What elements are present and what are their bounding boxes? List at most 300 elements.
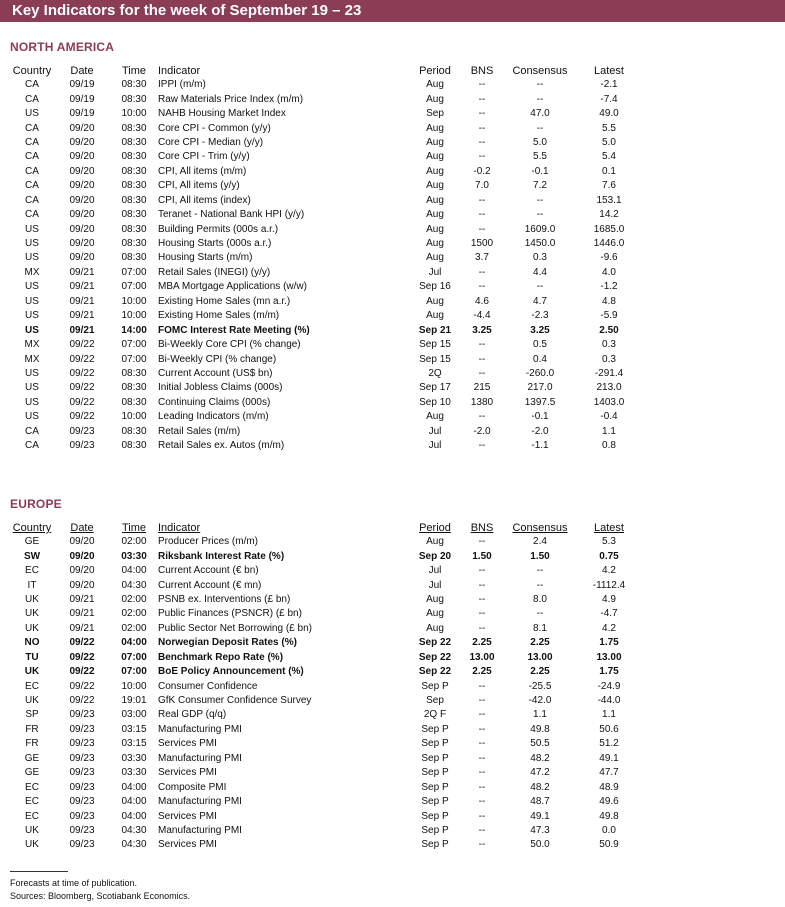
- cell-date: 09/20: [69, 136, 95, 148]
- cell-country: UK: [25, 695, 39, 707]
- cell-country: UK: [25, 622, 39, 634]
- cell-indicator: Norwegian Deposit Rates (%): [158, 637, 297, 649]
- cell-indicator: Current Account (US$ bn): [158, 367, 273, 379]
- cell-latest: 4.8: [602, 295, 616, 307]
- table-row: [10, 737, 642, 751]
- cell-date: 09/23: [69, 425, 95, 437]
- cell-indicator: Bi-Weekly Core CPI (% change): [158, 339, 301, 351]
- col-header-date: Date: [70, 65, 94, 77]
- cell-period: Aug: [426, 622, 444, 634]
- cell-date: 09/23: [69, 839, 95, 851]
- footnote-divider: [10, 871, 68, 872]
- cell-period: Aug: [426, 238, 444, 250]
- cell-time: 10:00: [121, 295, 147, 307]
- cell-latest: -44.0: [597, 695, 621, 707]
- cell-indicator: Existing Home Sales (mn a.r.): [158, 295, 291, 307]
- cell-period: Sep P: [421, 839, 449, 851]
- cell-consensus: 4.4: [533, 266, 547, 278]
- cell-period: 2Q F: [423, 709, 447, 721]
- cell-latest: 1403.0: [593, 396, 625, 408]
- cell-country: CA: [25, 165, 39, 177]
- cell-time: 03:30: [121, 752, 147, 764]
- cell-bns: 4.6: [475, 295, 489, 307]
- cell-consensus: 0.5: [533, 339, 547, 351]
- cell-period: Aug: [426, 122, 444, 134]
- cell-consensus: 49.1: [530, 810, 550, 822]
- cell-consensus: 8.1: [533, 622, 547, 634]
- cell-latest: -9.6: [600, 252, 618, 264]
- cell-date: 09/19: [69, 108, 95, 120]
- cell-indicator: Leading Indicators (m/m): [158, 411, 269, 423]
- cell-time: 08:30: [121, 382, 147, 394]
- cell-period: Aug: [426, 223, 444, 235]
- cell-bns: --: [478, 122, 486, 134]
- cell-indicator: Housing Starts (m/m): [158, 252, 253, 264]
- cell-bns: --: [478, 709, 486, 721]
- cell-country: CA: [25, 151, 39, 163]
- cell-latest: 1.75: [599, 637, 619, 649]
- table-row: [10, 651, 642, 665]
- cell-consensus: -1.1: [531, 440, 549, 452]
- cell-indicator: Raw Materials Price Index (m/m): [158, 93, 304, 105]
- cell-indicator: Retail Sales (INEGI) (y/y): [158, 266, 271, 278]
- cell-country: US: [25, 108, 39, 120]
- table-row: [10, 266, 642, 280]
- table-row: [10, 694, 642, 708]
- cell-latest: 4.2: [602, 622, 616, 634]
- table-row: [10, 208, 642, 222]
- cell-bns: --: [478, 752, 486, 764]
- cell-country: CA: [25, 209, 39, 221]
- cell-date: 09/20: [69, 579, 95, 591]
- cell-country: EC: [25, 781, 39, 793]
- cell-period: Jul: [428, 440, 442, 452]
- cell-bns: 2.25: [472, 637, 492, 649]
- cell-indicator: Initial Jobless Claims (000s): [158, 382, 283, 394]
- cell-latest: 48.9: [599, 781, 619, 793]
- cell-date: 09/22: [69, 339, 95, 351]
- cell-date: 09/22: [69, 382, 95, 394]
- cell-bns: --: [478, 767, 486, 779]
- cell-consensus: -2.0: [531, 425, 549, 437]
- table-row: [10, 636, 642, 650]
- north-america-table: [10, 64, 642, 453]
- cell-consensus: 1.50: [530, 550, 550, 562]
- cell-date: 09/21: [69, 324, 95, 336]
- cell-time: 04:00: [121, 796, 147, 808]
- cell-period: Jul: [428, 425, 442, 437]
- cell-date: 09/22: [69, 396, 95, 408]
- cell-bns: --: [478, 281, 486, 293]
- cell-time: 19:01: [121, 695, 147, 707]
- col-header-time: Time: [121, 522, 147, 534]
- cell-latest: -291.4: [594, 367, 624, 379]
- cell-period: Sep 20: [418, 550, 452, 562]
- europe-table: [10, 521, 642, 853]
- cell-indicator: GfK Consumer Confidence Survey: [158, 695, 312, 707]
- cell-consensus: 49.8: [530, 723, 550, 735]
- cell-consensus: --: [536, 122, 544, 134]
- cell-consensus: 0.3: [533, 252, 547, 264]
- cell-latest: -1112.4: [592, 579, 626, 591]
- cell-period: Aug: [426, 93, 444, 105]
- cell-date: 09/21: [69, 310, 95, 322]
- cell-bns: --: [478, 622, 486, 634]
- cell-bns: --: [478, 536, 486, 548]
- cell-bns: 1500: [470, 238, 494, 250]
- cell-country: CA: [25, 122, 39, 134]
- cell-time: 07:00: [121, 281, 147, 293]
- cell-indicator: IPPI (m/m): [158, 79, 206, 91]
- cell-indicator: Riksbank Interest Rate (%): [158, 550, 285, 562]
- cell-indicator: Core CPI - Trim (y/y): [158, 151, 250, 163]
- col-header-consensus: Consensus: [512, 65, 568, 77]
- table-row: [10, 136, 642, 150]
- cell-indicator: Services PMI: [158, 839, 217, 851]
- cell-latest: 0.3: [602, 353, 616, 365]
- cell-latest: 13.00: [596, 651, 622, 663]
- table-row: [10, 396, 642, 410]
- cell-latest: 49.8: [599, 810, 619, 822]
- col-header-indicator: Indicator: [158, 522, 201, 534]
- cell-latest: 1.1: [602, 425, 616, 437]
- cell-time: 03:15: [121, 723, 147, 735]
- col-header-period: Period: [419, 65, 451, 77]
- cell-country: US: [25, 295, 39, 307]
- table-row: [10, 766, 642, 780]
- table-row: [10, 824, 642, 838]
- cell-latest: 4.9: [602, 593, 616, 605]
- cell-country: FR: [25, 723, 39, 735]
- cell-consensus: 2.25: [530, 637, 550, 649]
- cell-date: 09/22: [69, 666, 95, 678]
- cell-country: US: [25, 281, 39, 293]
- cell-consensus: --: [536, 194, 544, 206]
- cell-indicator: Producer Prices (m/m): [158, 536, 259, 548]
- cell-period: Jul: [428, 266, 442, 278]
- cell-time: 07:00: [121, 651, 147, 663]
- table-row: [10, 410, 642, 424]
- cell-indicator: FOMC Interest Rate Meeting (%): [158, 324, 310, 336]
- cell-time: 02:00: [121, 608, 147, 620]
- cell-country: MX: [24, 339, 40, 351]
- cell-indicator: Retail Sales ex. Autos (m/m): [158, 440, 285, 452]
- cell-country: GE: [24, 767, 40, 779]
- cell-consensus: 0.4: [533, 353, 547, 365]
- table-header-row: [10, 64, 642, 78]
- cell-time: 08:30: [121, 425, 147, 437]
- cell-period: Sep P: [421, 723, 449, 735]
- cell-period: Sep P: [421, 810, 449, 822]
- cell-date: 09/19: [69, 93, 95, 105]
- cell-time: 03:30: [121, 550, 147, 562]
- cell-period: Aug: [426, 593, 444, 605]
- cell-latest: -24.9: [597, 680, 621, 692]
- cell-date: 09/20: [69, 165, 95, 177]
- cell-bns: 2.25: [472, 666, 492, 678]
- cell-country: EC: [25, 565, 39, 577]
- cell-period: Aug: [426, 295, 444, 307]
- col-header-bns: BNS: [470, 65, 494, 77]
- cell-indicator: Continuing Claims (000s): [158, 396, 271, 408]
- table-row: [10, 381, 642, 395]
- cell-indicator: BoE Policy Announcement (%): [158, 666, 304, 678]
- cell-latest: 49.1: [599, 752, 619, 764]
- cell-consensus: 47.0: [530, 108, 550, 120]
- cell-date: 09/23: [69, 810, 95, 822]
- cell-latest: 14.2: [599, 209, 619, 221]
- col-header-indicator: Indicator: [158, 65, 201, 77]
- cell-indicator: Current Account (€ bn): [158, 565, 259, 577]
- cell-time: 08:30: [121, 238, 147, 250]
- cell-period: Aug: [426, 209, 444, 221]
- table-row: [10, 809, 642, 823]
- table-row: [10, 679, 642, 693]
- cell-bns: --: [478, 411, 486, 423]
- cell-period: 2Q: [428, 367, 442, 379]
- cell-country: EC: [25, 810, 39, 822]
- cell-bns: --: [478, 579, 486, 591]
- cell-period: Aug: [426, 151, 444, 163]
- cell-country: CA: [25, 194, 39, 206]
- cell-consensus: --: [536, 608, 544, 620]
- cell-period: Aug: [426, 165, 444, 177]
- table-row: [10, 92, 642, 106]
- section-title-europe: EUROPE: [10, 497, 62, 511]
- cell-time: 10:00: [121, 411, 147, 423]
- cell-consensus: 2.4: [533, 536, 547, 548]
- cell-consensus: --: [536, 281, 544, 293]
- cell-period: Sep P: [421, 680, 449, 692]
- cell-latest: -1.2: [600, 281, 618, 293]
- cell-consensus: 50.0: [530, 839, 550, 851]
- cell-country: SW: [23, 550, 41, 562]
- cell-period: Sep 22: [418, 651, 452, 663]
- cell-indicator: Existing Home Sales (m/m): [158, 310, 280, 322]
- cell-time: 10:00: [121, 310, 147, 322]
- cell-bns: --: [478, 824, 486, 836]
- cell-time: 04:30: [121, 579, 147, 591]
- cell-bns: 215: [473, 382, 491, 394]
- cell-time: 02:00: [121, 593, 147, 605]
- cell-period: Aug: [426, 252, 444, 264]
- cell-latest: 0.3: [602, 339, 616, 351]
- cell-date: 09/23: [69, 752, 95, 764]
- cell-period: Sep: [426, 695, 444, 707]
- cell-date: 09/20: [69, 252, 95, 264]
- cell-period: Sep P: [421, 738, 449, 750]
- cell-time: 08:30: [121, 223, 147, 235]
- table-row: [10, 338, 642, 352]
- cell-bns: --: [478, 796, 486, 808]
- cell-date: 09/23: [69, 781, 95, 793]
- cell-indicator: Core CPI - Common (y/y): [158, 122, 271, 134]
- cell-indicator: Building Permits (000s a.r.): [158, 223, 279, 235]
- cell-indicator: Public Finances (PSNCR) (£ bn): [158, 608, 302, 620]
- cell-country: US: [25, 238, 39, 250]
- cell-time: 08:30: [121, 367, 147, 379]
- cell-latest: 50.9: [599, 839, 619, 851]
- cell-latest: 0.8: [602, 440, 616, 452]
- cell-time: 07:00: [121, 339, 147, 351]
- cell-date: 09/21: [69, 608, 95, 620]
- table-row: [10, 309, 642, 323]
- cell-bns: 3.25: [472, 324, 492, 336]
- cell-bns: --: [478, 839, 486, 851]
- cell-bns: --: [478, 723, 486, 735]
- cell-country: FR: [25, 738, 39, 750]
- table-row: [10, 780, 642, 794]
- cell-indicator: Current Account (€ mn): [158, 579, 262, 591]
- cell-country: GE: [24, 752, 40, 764]
- table-row: [10, 237, 642, 251]
- cell-latest: 4.0: [602, 266, 616, 278]
- table-row: [10, 752, 642, 766]
- cell-country: UK: [25, 593, 39, 605]
- cell-consensus: -2.3: [531, 310, 549, 322]
- cell-consensus: 48.7: [530, 796, 550, 808]
- cell-bns: --: [478, 367, 486, 379]
- cell-bns: --: [478, 266, 486, 278]
- cell-country: TU: [25, 651, 39, 663]
- cell-bns: --: [478, 353, 486, 365]
- cell-time: 08:30: [121, 180, 147, 192]
- cell-time: 02:00: [121, 536, 147, 548]
- cell-latest: 153.1: [596, 194, 622, 206]
- cell-time: 07:00: [121, 666, 147, 678]
- cell-country: US: [25, 252, 39, 264]
- cell-date: 09/20: [69, 238, 95, 250]
- table-row: [10, 425, 642, 439]
- cell-country: CA: [25, 79, 39, 91]
- table-row: [10, 439, 642, 453]
- cell-time: 08:30: [121, 122, 147, 134]
- page-title: Key Indicators for the week of September 19 – 23: [0, 0, 785, 22]
- col-header-bns: BNS: [470, 522, 494, 534]
- cell-date: 09/20: [69, 122, 95, 134]
- cell-time: 04:30: [121, 824, 147, 836]
- cell-bns: --: [478, 695, 486, 707]
- cell-date: 09/19: [69, 79, 95, 91]
- cell-bns: 7.0: [475, 180, 489, 192]
- cell-consensus: --: [536, 93, 544, 105]
- cell-country: CA: [25, 180, 39, 192]
- cell-time: 08:30: [121, 252, 147, 264]
- cell-period: Sep 16: [419, 281, 451, 293]
- cell-indicator: Composite PMI: [158, 781, 227, 793]
- cell-indicator: CPI, All items (m/m): [158, 165, 247, 177]
- cell-bns: --: [478, 440, 486, 452]
- cell-date: 09/20: [69, 209, 95, 221]
- table-row: [10, 622, 642, 636]
- cell-bns: --: [478, 565, 486, 577]
- cell-time: 08:30: [121, 396, 147, 408]
- cell-latest: 1.75: [599, 666, 619, 678]
- footnote-forecasts: Forecasts at time of publication.: [10, 878, 138, 888]
- col-header-latest: Latest: [594, 522, 624, 534]
- table-row: [10, 838, 642, 852]
- cell-time: 02:00: [121, 622, 147, 634]
- cell-indicator: Manufacturing PMI: [158, 824, 242, 836]
- cell-indicator: PSNB ex. Interventions (£ bn): [158, 593, 291, 605]
- cell-latest: -5.9: [600, 310, 618, 322]
- cell-bns: -4.4: [473, 310, 491, 322]
- cell-country: US: [25, 411, 39, 423]
- cell-time: 04:00: [121, 637, 147, 649]
- col-header-country: Country: [12, 65, 52, 77]
- cell-country: US: [25, 223, 39, 235]
- cell-period: Sep 15: [419, 353, 451, 365]
- cell-latest: 49.0: [599, 108, 619, 120]
- cell-date: 09/22: [69, 411, 95, 423]
- cell-date: 09/21: [69, 295, 95, 307]
- cell-time: 10:00: [121, 680, 147, 692]
- cell-country: CA: [25, 93, 39, 105]
- cell-date: 09/23: [69, 824, 95, 836]
- table-row: [10, 578, 642, 592]
- cell-period: Sep P: [421, 796, 449, 808]
- table-header-row: [10, 521, 642, 535]
- cell-country: US: [25, 310, 39, 322]
- cell-country: UK: [25, 608, 39, 620]
- cell-consensus: 217.0: [527, 382, 553, 394]
- cell-period: Aug: [426, 310, 444, 322]
- cell-bns: --: [478, 136, 486, 148]
- cell-date: 09/20: [69, 223, 95, 235]
- cell-period: Sep 15: [419, 339, 451, 351]
- cell-indicator: CPI, All items (y/y): [158, 180, 240, 192]
- cell-date: 09/20: [69, 194, 95, 206]
- cell-bns: --: [478, 79, 486, 91]
- cell-date: 09/22: [69, 637, 95, 649]
- cell-time: 08:30: [121, 440, 147, 452]
- table-row: [10, 795, 642, 809]
- cell-consensus: -25.5: [528, 680, 552, 692]
- cell-bns: --: [478, 93, 486, 105]
- cell-country: EC: [25, 796, 39, 808]
- cell-time: 08:30: [121, 165, 147, 177]
- cell-time: 07:00: [121, 353, 147, 365]
- cell-country: MX: [24, 353, 40, 365]
- cell-date: 09/23: [69, 796, 95, 808]
- cell-consensus: 8.0: [533, 593, 547, 605]
- cell-period: Sep 17: [419, 382, 451, 394]
- cell-date: 09/22: [69, 651, 95, 663]
- cell-period: Jul: [428, 579, 442, 591]
- table-row: [10, 107, 642, 121]
- cell-country: CA: [25, 425, 39, 437]
- cell-date: 09/21: [69, 622, 95, 634]
- section-title-north-america: NORTH AMERICA: [10, 40, 115, 54]
- cell-latest: -0.4: [600, 411, 618, 423]
- table-row: [10, 295, 642, 309]
- cell-consensus: 48.2: [530, 752, 550, 764]
- cell-period: Aug: [426, 136, 444, 148]
- cell-latest: 5.0: [602, 136, 616, 148]
- cell-bns: --: [478, 608, 486, 620]
- table-row: [10, 708, 642, 722]
- cell-period: Aug: [426, 411, 444, 423]
- cell-indicator: CPI, All items (index): [158, 194, 251, 206]
- cell-time: 04:30: [121, 839, 147, 851]
- cell-period: Aug: [426, 79, 444, 91]
- col-header-time: Time: [121, 65, 147, 77]
- table-row: [10, 549, 642, 563]
- cell-period: Sep 21: [418, 324, 452, 336]
- cell-bns: --: [478, 339, 486, 351]
- cell-latest: 0.75: [599, 550, 619, 562]
- cell-country: CA: [25, 440, 39, 452]
